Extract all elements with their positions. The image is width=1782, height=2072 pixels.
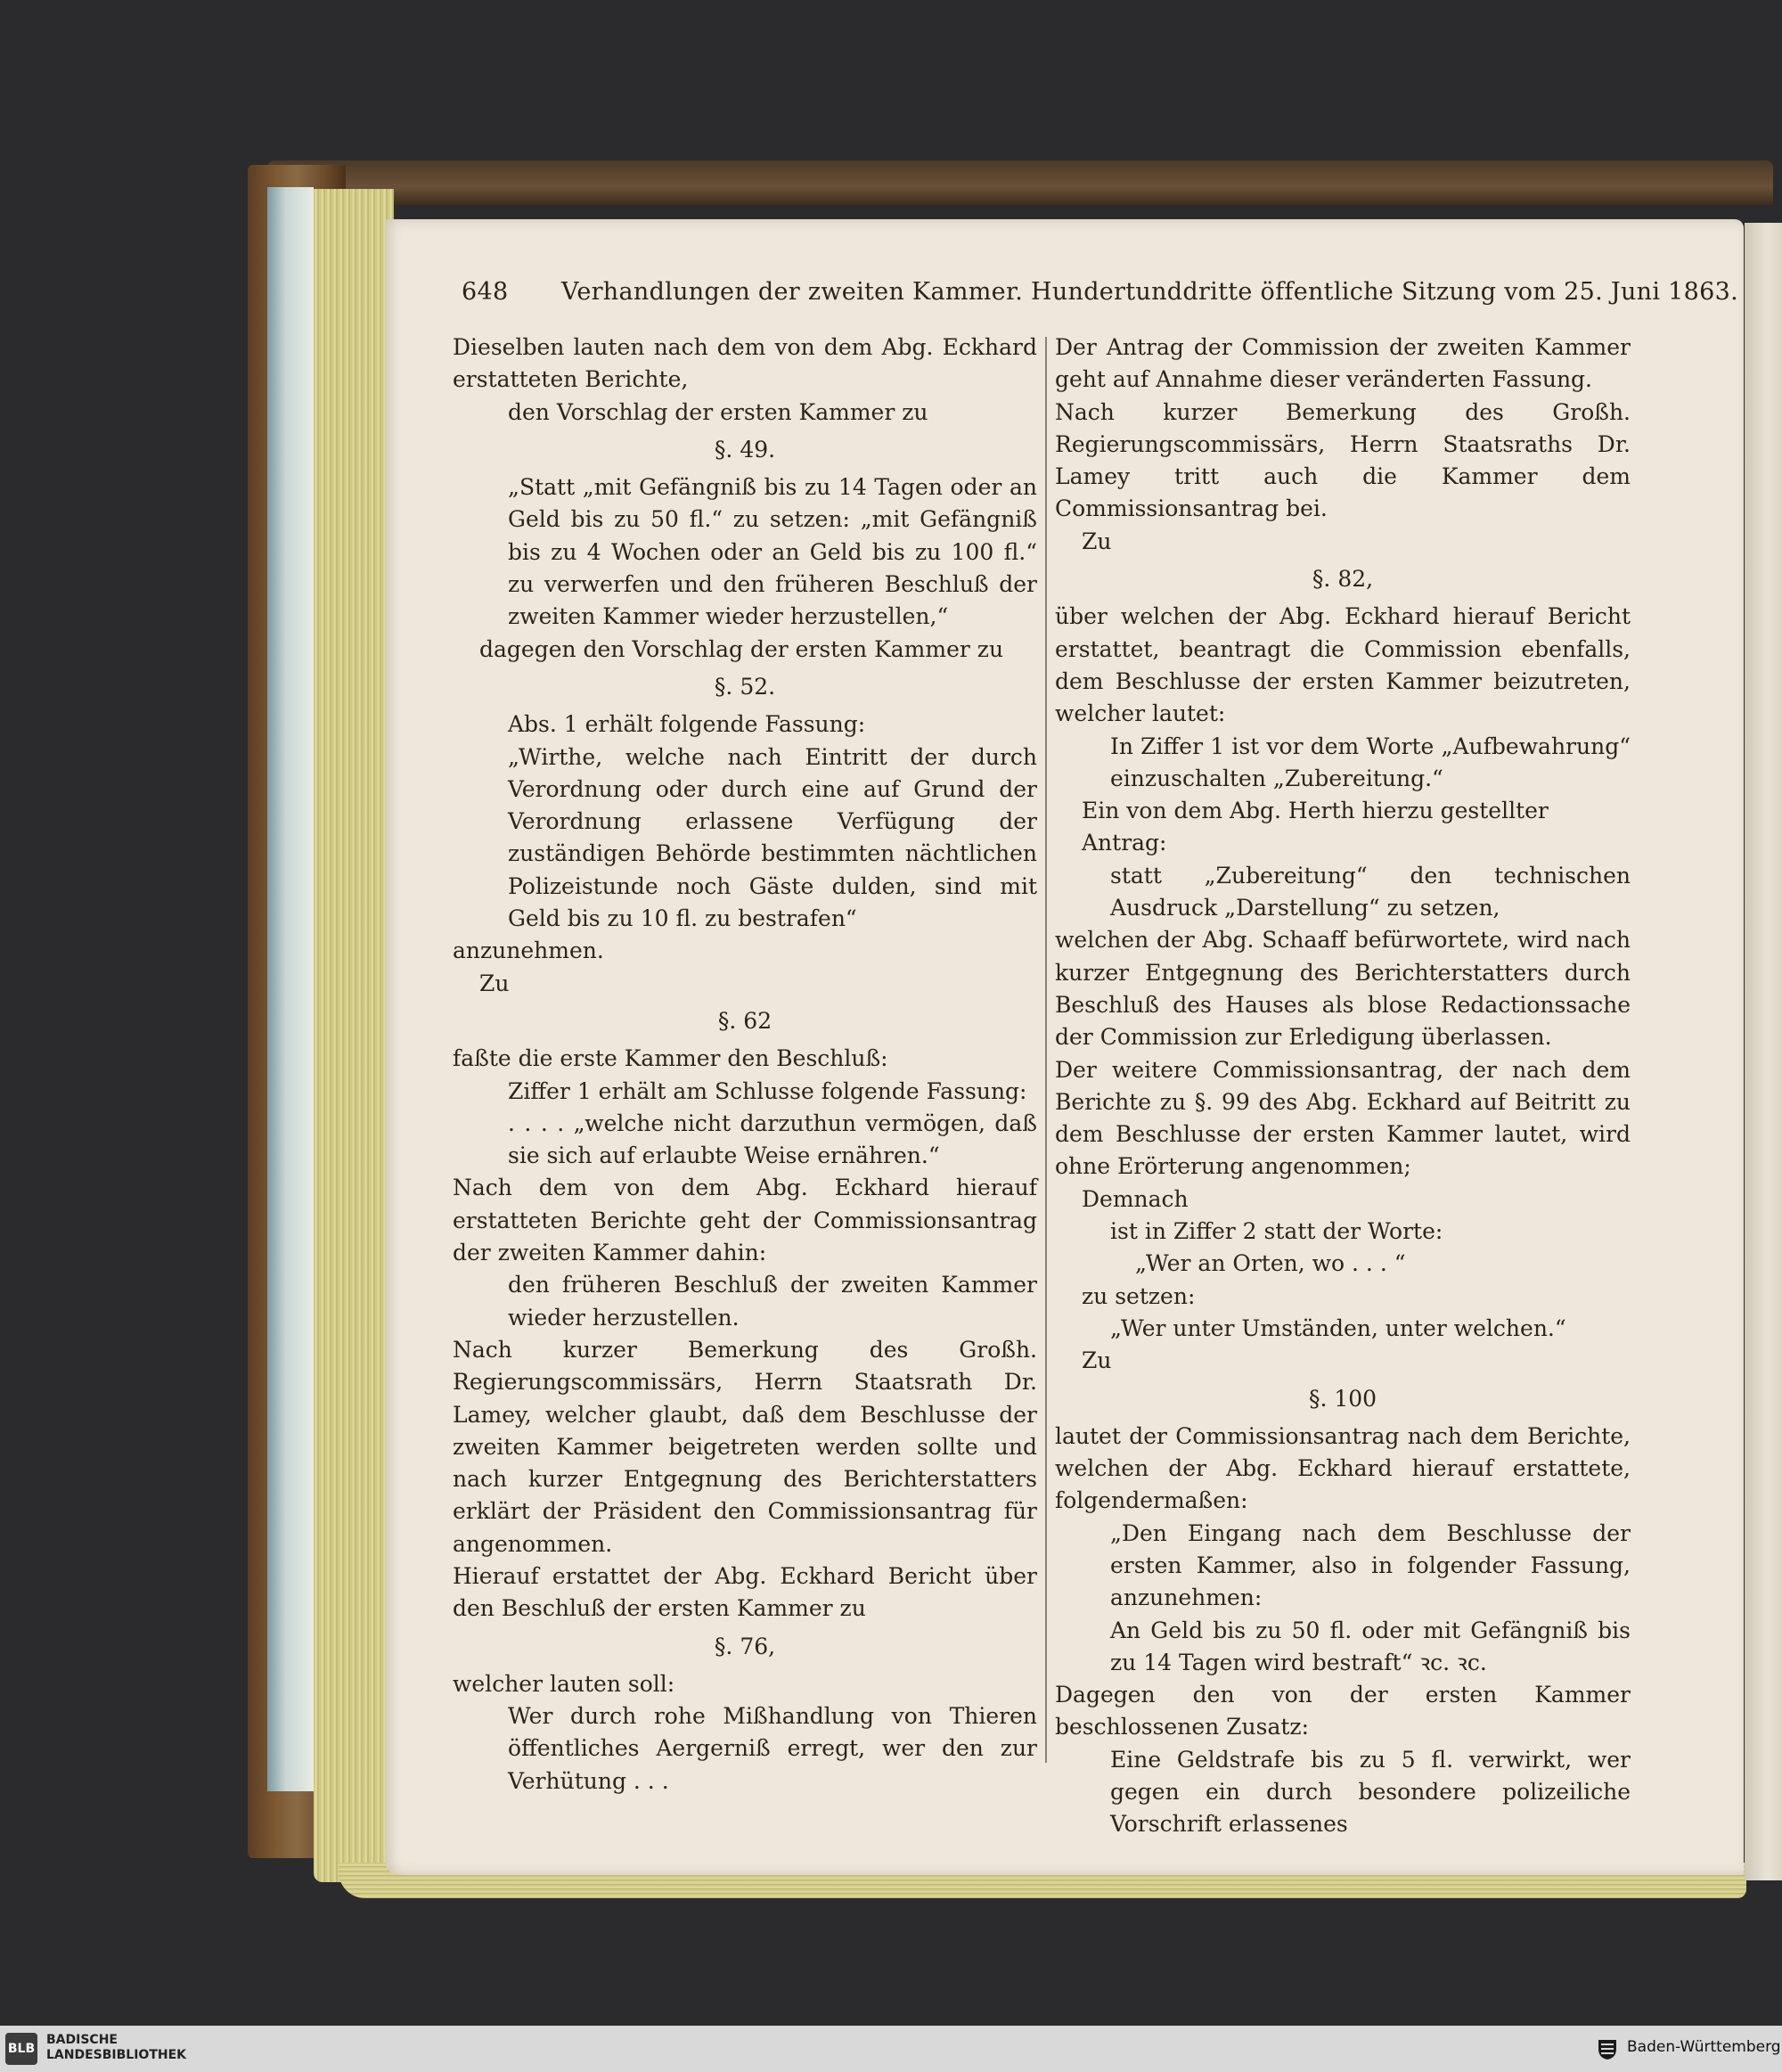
section-heading: §. 52.: [714, 673, 776, 700]
footer-bar: [0, 2026, 1782, 2072]
page-number: 648: [462, 278, 509, 306]
paragraph: . . . . „welche nicht darzuthun vermögen, daß sie sich auf erlaubte Weise ernähren.“: [508, 1110, 1037, 1169]
paragraph: welcher lauten soll:: [453, 1670, 675, 1697]
paragraph: Zu: [479, 970, 510, 996]
paragraph: zu setzen:: [1082, 1282, 1196, 1309]
paragraph: „Wirthe, welche nach Eintritt der durch Verordnung oder durch eine auf Grund der Verordnung erlassene Verfügung der zuständigen Behörde bestimmten nächtlichen Polizeistunde noch Gäste dulden, sind mit Geld bis zu 10 fl. zu bestrafen“: [508, 743, 1037, 932]
paragraph: „Wer an Orten, wo . . . “: [1135, 1250, 1406, 1277]
left-column: [453, 332, 1037, 1798]
paragraph: den Vorschlag der ersten Kammer zu: [508, 398, 928, 425]
paragraph: Abs. 1 erhält folgende Fassung:: [508, 711, 866, 738]
paragraph: Nach dem von dem Abg. Eckhard hierauf erstatteten Berichte geht der Commissionsantrag der zweiten Kammer dahin:: [453, 1175, 1037, 1266]
paragraph: anzunehmen.: [453, 938, 604, 964]
paragraph: Hierauf erstattet der Abg. Eckhard Bericht über den Beschluß der ersten Kammer zu: [453, 1562, 1037, 1622]
paragraph: Nach kurzer Bemerkung des Großh. Regierungscommissärs, Herrn Staatsrath Dr. Lamey, welcher glaubt, daß dem Beschlusse der zweiten Kammer beigetreten werden sollte und nach kurzer Entgegnung des Berichterstatters erklärt der Präsident den Commissionsantrag für angenommen.: [453, 1336, 1037, 1557]
paragraph: Der weitere Commissionsantrag, der nach dem Berichte zu §. 99 des Abg. Eckhard auf Beitritt zu dem Beschlusse der ersten Kammer lautet, wird ohne Erörterung angenommen;: [1055, 1056, 1631, 1180]
paragraph: „Wer unter Umständen, unter welchen.“: [1110, 1314, 1566, 1341]
library-name-line2: LANDESBIBLIOTHEK: [46, 2048, 187, 2062]
paragraph: Der Antrag der Commission der zweiten Kammer geht auf Annahme dieser veränderten Fassung.: [1055, 334, 1631, 393]
running-title: Verhandlungen der zweiten Kammer. Hundertunddritte öffentliche Sitzung vom 25. Juni 1863.: [561, 278, 1738, 306]
section-heading: §. 100: [1308, 1385, 1377, 1412]
facing-page-edge: [1745, 223, 1782, 1880]
paragraph: über welchen der Abg. Eckhard hierauf Bericht erstattet, beantragt die Commission ebenfalls, dem Beschlusse der ersten Kammer beizutreten, welcher lautet:: [1055, 603, 1631, 727]
section-heading: §. 82,: [1312, 566, 1374, 593]
page-edges: [314, 189, 394, 1882]
paragraph: statt „Zubereitung“ den technischen Ausdruck „Darstellung“ zu setzen,: [1110, 862, 1631, 921]
paragraph: Zu: [1082, 1347, 1112, 1374]
paragraph: lautet der Commissionsantrag nach dem Berichte, welchen der Abg. Eckhard hierauf erstattete, folgendermaßen:: [1055, 1422, 1631, 1514]
section-heading: §. 62: [717, 1007, 772, 1034]
state-name[interactable]: Baden-Württemberg: [1627, 2038, 1781, 2056]
section-heading: §. 76,: [714, 1633, 776, 1659]
paragraph: „Statt „mit Gefängniß bis zu 14 Tagen oder an Geld bis zu 50 fl.“ zu setzen: „mit Gefängniß bis zu 4 Wochen oder an Geld bis zu 100 fl.“ zu verwerfen und den früheren Beschluß der zweiten Kammer wieder herzustellen,“: [508, 474, 1037, 630]
book-top-edge: [267, 160, 1773, 205]
paragraph: den früheren Beschluß der zweiten Kammer wieder herzustellen.: [508, 1272, 1037, 1331]
section-heading: §. 49.: [714, 436, 776, 463]
library-name[interactable]: [46, 2033, 186, 2063]
column-divider: [1045, 337, 1047, 1763]
paragraph: Ein von dem Abg. Herth hierzu gestellter Antrag:: [1082, 798, 1549, 856]
paragraph: Demnach: [1082, 1185, 1189, 1212]
endpaper: [267, 187, 314, 1791]
paragraph: faßte die erste Kammer den Beschluß:: [453, 1045, 888, 1072]
paragraph: Zu: [1082, 528, 1112, 554]
paragraph: Dieselben lauten nach dem von dem Abg. Eckhard erstatteten Berichte,: [453, 334, 1037, 393]
paragraph: Wer durch rohe Mißhandlung von Thieren öffentliches Aergerniß erregt, wer den zur Verhütung . . .: [508, 1703, 1037, 1794]
paragraph: An Geld bis zu 50 fl. oder mit Gefängniß bis zu 14 Tagen wird bestraft“ ꝛc. ꝛc.: [1110, 1617, 1631, 1675]
paragraph: dagegen den Vorschlag der ersten Kammer zu: [479, 635, 1004, 662]
paragraph: welchen der Abg. Schaaff befürwortete, wird nach kurzer Entgegnung des Berichterstatters durch Beschluß des Hauses als blose Redactionssache der Commission zur Erledigung überlassen.: [1055, 927, 1631, 1051]
paragraph: Nach kurzer Bemerkung des Großh. Regierungscommissärs, Herrn Staatsraths Dr. Lamey tritt auch die Kammer dem Commissionsantrag bei.: [1055, 398, 1631, 522]
paragraph: Ziffer 1 erhält am Schlusse folgende Fassung:: [508, 1077, 1027, 1104]
paragraph: „Den Eingang nach dem Beschlusse der ersten Kammer, also in folgender Fassung, anzunehmen:: [1110, 1519, 1631, 1611]
paragraph: Eine Geldstrafe bis zu 5 fl. verwirkt, wer gegen ein durch besondere polizeiliche Vorschrift erlassenes: [1110, 1746, 1631, 1838]
right-column: [1055, 332, 1631, 1841]
paragraph: In Ziffer 1 ist vor dem Worte „Aufbewahrung“ einzuschalten „Zubereitung.“: [1110, 733, 1631, 791]
blb-logo-icon[interactable]: BLB: [5, 2033, 37, 2065]
library-name-line1: BADISCHE: [46, 2033, 118, 2047]
paragraph: ist in Ziffer 2 statt der Worte:: [1110, 1218, 1443, 1245]
paragraph: Dagegen den von der ersten Kammer beschlossenen Zusatz:: [1055, 1682, 1631, 1740]
baden-wuerttemberg-crest-icon: [1595, 2036, 1620, 2061]
